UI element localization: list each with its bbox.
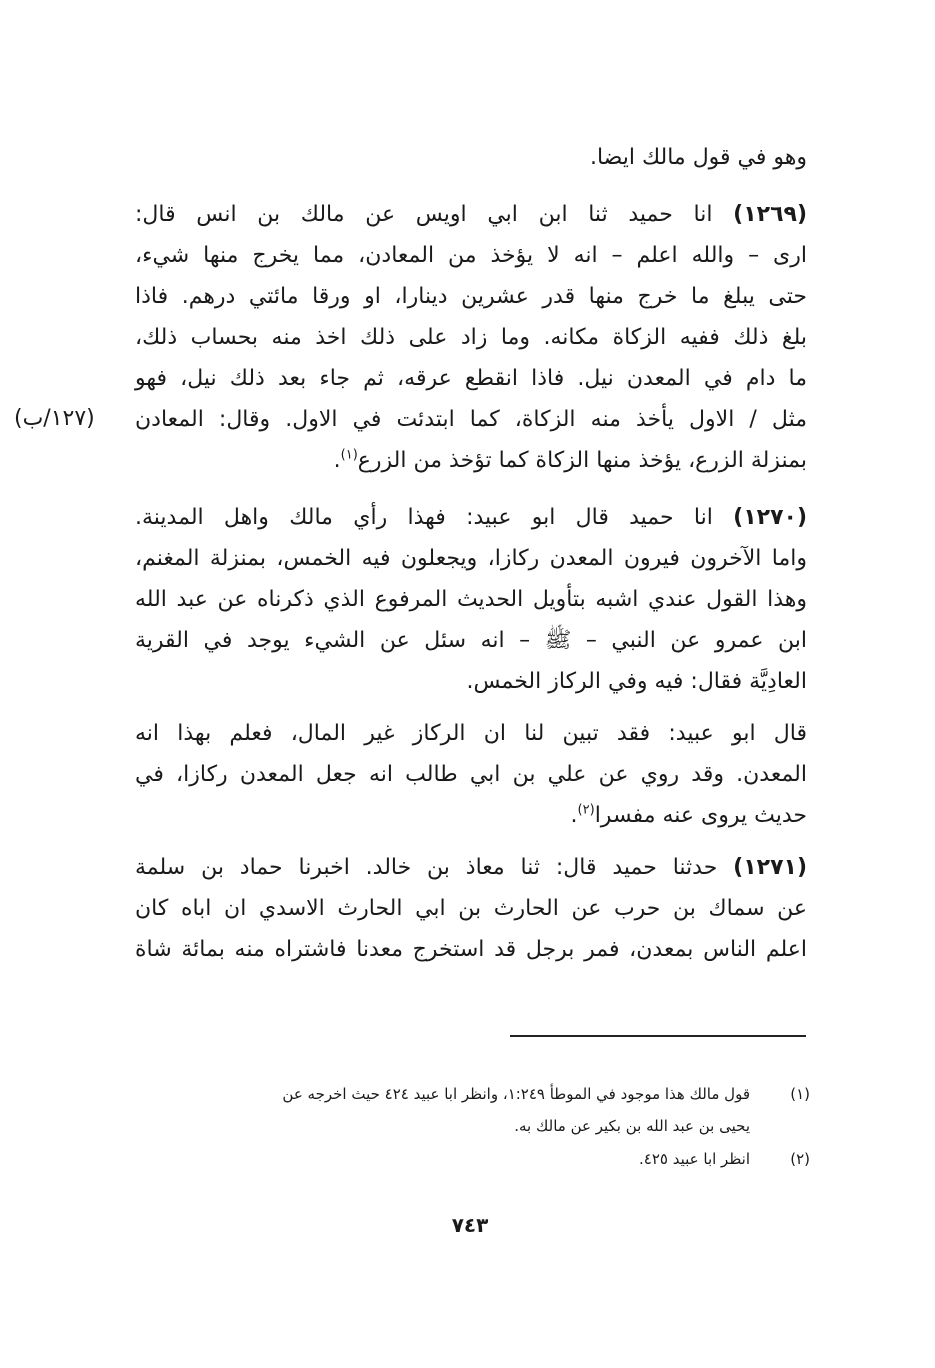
text-segment: انا حميد ثنا ابن ابي اويس عن مالك بن انس قال: — [135, 202, 734, 227]
text-line — [135, 719, 807, 759]
text-segment: حتى يبلغ ما خرج منها قدر عشرين دينارا، او ورقا مائتي درهم. فاذا — [135, 284, 807, 309]
text-segment: بمنزلة الزرع، يؤخذ منها الزكاة كما تؤخذ من الزرع — [357, 448, 807, 473]
text-line — [135, 667, 807, 707]
text-segment: عن سماك بن حرب عن الحارث بن ابي الحارث الاسدي ان اباه كان — [135, 896, 807, 921]
page-number: ٧٤٣ — [451, 1213, 489, 1237]
text-line — [135, 405, 807, 445]
footnote-ref: (١) — [340, 447, 358, 463]
text-segment: . — [570, 803, 578, 828]
text-segment: وهذا القول عندي اشبه بتأويل الحديث المرفوع الذي ذكرناه عن عبد الله — [135, 587, 807, 612]
text-segment: . — [333, 448, 341, 473]
entry-number: (١٢٧١) — [733, 855, 807, 880]
text-segment: حدثنا حميد قال: ثنا معاذ بن خالد. اخبرنا حماد بن سلمة — [135, 855, 734, 880]
footnote-text: انظر ابا عبيد ٤٢٥. — [639, 1150, 750, 1168]
text-segment: حديث يروى عنه مفسرا — [594, 803, 807, 828]
text-segment: بلغ ذلك ففيه الزكاة مكانه. وما زاد على ذلك اخذ منه بحساب ذلك، — [135, 325, 807, 350]
text-segment: العادِيَّة فقال: فيه وفي الركاز الخمس. — [466, 669, 807, 694]
text-line — [135, 200, 807, 240]
text-line — [135, 853, 807, 893]
footnote-ref: (٢) — [577, 802, 595, 818]
text-segment: واما الآخرون فيرون المعدن ركازا، ويجعلون فيه الخمس، بمنزلة المغنم، — [135, 546, 807, 571]
text-line — [135, 446, 807, 486]
text-line — [135, 143, 807, 183]
footnote-mark: (٢) — [790, 1150, 810, 1168]
text-line — [135, 364, 807, 404]
text-line — [135, 894, 807, 934]
text-line — [135, 935, 807, 975]
footnote-separator — [510, 1035, 806, 1037]
text-line — [135, 585, 807, 625]
text-segment: وهو في قول مالك ايضا. — [589, 145, 807, 170]
text-line — [135, 241, 807, 281]
text-line — [135, 503, 807, 543]
text-line — [135, 544, 807, 584]
text-line — [135, 626, 807, 666]
footnote-text: يحيى بن عبد الله بن بكير عن مالك به. — [514, 1117, 750, 1135]
text-segment: ما دام في المعدن نيل. فاذا انقطع عرقه، ثم جاء بعد ذلك نيل، فهو — [135, 366, 807, 391]
text-line — [135, 282, 807, 322]
text-line — [135, 323, 807, 363]
margin-folio-reference: (١٢٧/ب) — [14, 406, 95, 431]
footnote-text: قول مالك هذا موجود في الموطأ ١:٢٤٩، وانظر ابا عبيد ٤٢٤ حيث اخرجه عن — [282, 1085, 750, 1103]
text-segment: ارى – والله اعلم – انه لا يؤخذ من المعادن، مما يخرج منها شيء، — [135, 243, 807, 268]
text-segment: مثل / الاول يأخذ منه الزكاة، كما ابتدئت في الاول. وقال: المعادن — [135, 407, 807, 432]
text-segment: ابن عمرو عن النبي – ﷺ – انه سئل عن الشيء يوجد في القرية — [135, 628, 807, 653]
text-segment: قال ابو عبيد: فقد تبين لنا ان الركاز غير المال، فعلم بهذا انه — [135, 721, 807, 746]
footnote-mark: (١) — [790, 1085, 810, 1103]
text-segment: انا حميد قال ابو عبيد: فهذا رأي مالك واهل المدينة. — [135, 505, 734, 530]
text-line — [135, 801, 807, 841]
text-line — [135, 760, 807, 800]
entry-number: (١٢٧٠) — [733, 505, 807, 530]
text-segment: اعلم الناس بمعدن، فمر برجل قد استخرج معدنا فاشتراه منه بمائة شاة — [135, 937, 807, 962]
text-segment: المعدن. وقد روي عن علي بن ابي طالب انه جعل المعدن ركازا، في — [135, 762, 807, 787]
entry-number: (١٢٦٩) — [733, 202, 807, 227]
